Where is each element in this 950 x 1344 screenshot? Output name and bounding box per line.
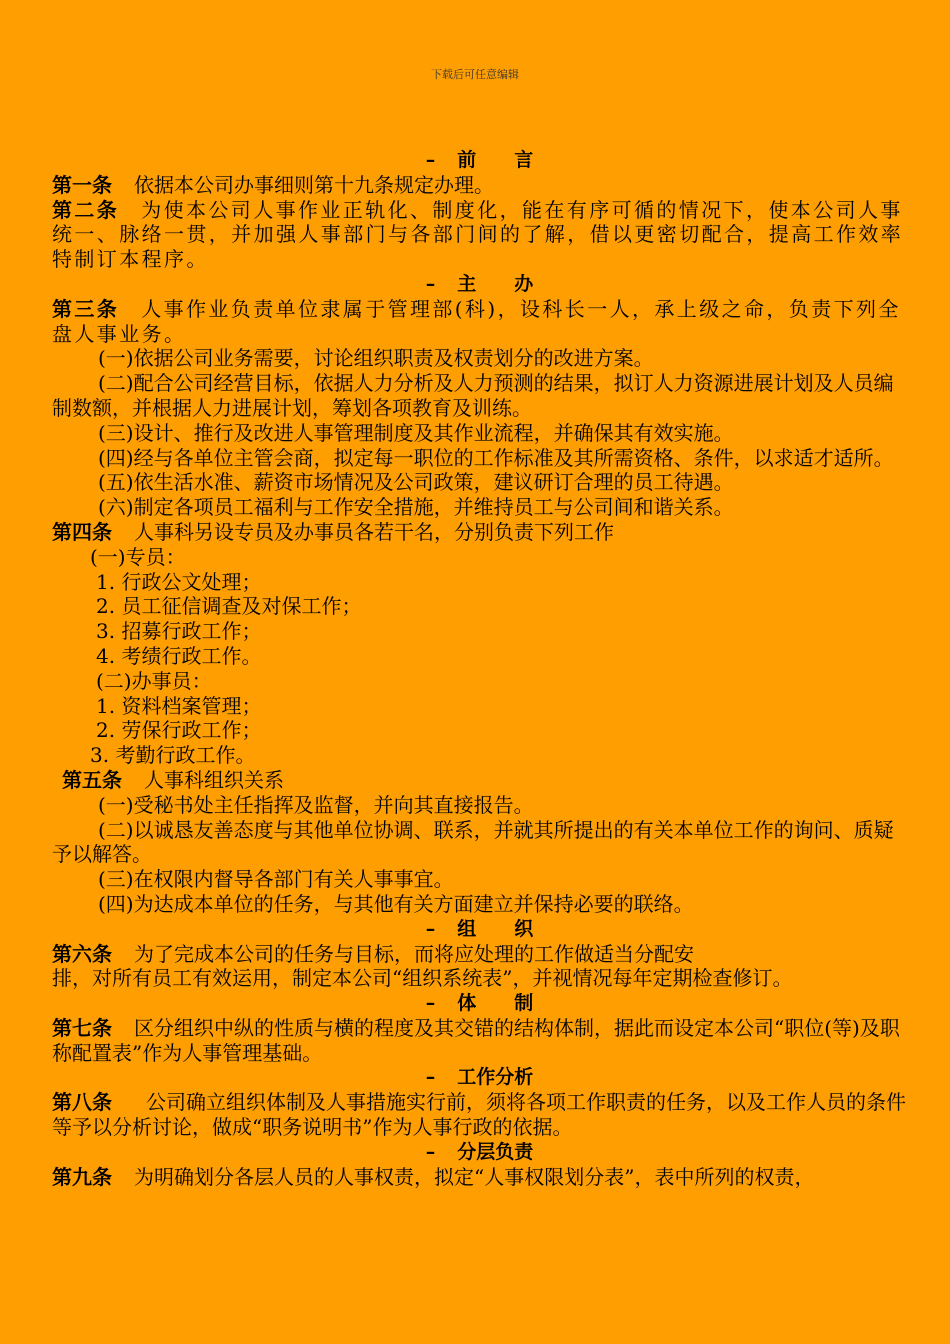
article-4-group-1-item-3: 3. 招募行政工作； xyxy=(96,619,262,644)
article-3-item-2: (二)配合公司经营目标，依据人力分析及人力预测的结果，拟订人力资源进展计划及人员编制数额，并根据人力进展计划，筹划各项教育及训练。 xyxy=(52,371,894,420)
section-heading-preface: – 前 言 xyxy=(425,149,534,171)
article-3-item-3: (三)设计、推行及改进人事管理制度及其作业流程，并确保其有效实施。 xyxy=(98,420,734,445)
article-3-item-6: (六)制定各项员工福利与工作安全措施，并维持员工与公司间和谐关系。 xyxy=(98,495,734,520)
article-1: 第一条 依据本公司办事细则第十九条规定办理。 xyxy=(52,172,494,197)
article-4-group-1: (一)专员： xyxy=(90,544,186,569)
article-4: 第四条 人事科另设专员及办事员各若干名，分别负责下列工作 xyxy=(52,519,614,544)
article-5: 第五条 人事科组织关系 xyxy=(62,767,284,792)
article-7: 第七条 区分组织中纵的性质与横的程度及其交错的结构体制，据此而设定本公司“职位(等)及职称配置表”作为人事管理基础。 xyxy=(52,1015,900,1065)
section-heading-tiered-responsibility: – 分层负责 xyxy=(425,1140,534,1163)
watermark: 下载后可任意编辑 xyxy=(431,68,519,81)
article-4-group-1-item-1: 1. 行政公文处理； xyxy=(96,569,262,594)
article-4-group-2-item-1: 1. 资料档案管理； xyxy=(96,693,262,718)
article-5-item-4: (四)为达成本单位的任务，与其他有关方面建立并保持必要的联络。 xyxy=(98,891,694,916)
document-body xyxy=(52,148,907,1189)
section-heading-organization: – 组 织 xyxy=(425,917,534,940)
article-4-group-1-item-4: 4. 考绩行政工作。 xyxy=(96,643,262,668)
article-4-group-2: (二)办事员： xyxy=(96,668,212,693)
section-heading-system: – 体 制 xyxy=(425,992,534,1015)
article-4-group-1-item-2: 2. 员工征信调查及对保工作； xyxy=(96,594,362,619)
article-3-item-1: (一)依据公司业务需要，讨论组织职责及权责划分的改进方案。 xyxy=(98,346,654,371)
article-5-item-1: (一)受秘书处主任指挥及监督，并向其直接报告。 xyxy=(98,792,534,817)
section-heading-job-analysis: – 工作分析 xyxy=(425,1066,534,1089)
article-8: 第八条 公司确立组织体制及人事措施实行前，须将各项工作职责的任务，以及工作人员的条件等予以分析讨论，做成“职务说明书”作为人事行政的依据。 xyxy=(52,1090,906,1140)
article-3-item-4: (四)经与各单位主管会商，拟定每一职位的工作标准及其所需资格、条件，以求适才适所。 xyxy=(98,445,894,470)
article-4-group-2-item-2: 2. 劳保行政工作； xyxy=(96,718,262,743)
article-5-item-3: (三)在权限内督导各部门有关人事事宜。 xyxy=(98,867,454,892)
article-2: 第二条 为使本公司人事作业正轨化、制度化，能在有序可循的情况下，使本公司人事统一、脉络一贯，并加强人事部门与各部门间的了解，借以更密切配合，提高工作效率特制订本程序。 xyxy=(52,197,904,272)
article-6-line-2: 排，对所有员工有效运用，制定本公司“组织系统表”，并视情况每年定期检查修订。 xyxy=(52,966,793,991)
section-heading-host: – 主 办 xyxy=(425,272,534,295)
article-3-item-5: (五)依生活水准、薪资市场情况及公司政策，建议研订合理的员工待遇。 xyxy=(98,470,734,495)
article-9: 第九条 为明确划分各层人员的人事权责，拟定“人事权限划分表”，表中所列的权责， xyxy=(52,1164,815,1189)
article-6-line-1: 第六条 为了完成本公司的任务与目标，而将应处理的工作做适当分配安 xyxy=(52,941,694,966)
article-5-item-2: (二)以诚恳友善态度与其他单位协调、联系，并就其所提出的有关本单位工作的询问、质疑予以解答。 xyxy=(52,817,894,867)
article-3: 第三条 人事作业负责单位隶属于管理部(科)，设科长一人，承上级之命，负责下列全盘人事业务。 xyxy=(52,296,901,346)
article-4-group-2-item-3: 3. 考勤行政工作。 xyxy=(90,743,256,768)
